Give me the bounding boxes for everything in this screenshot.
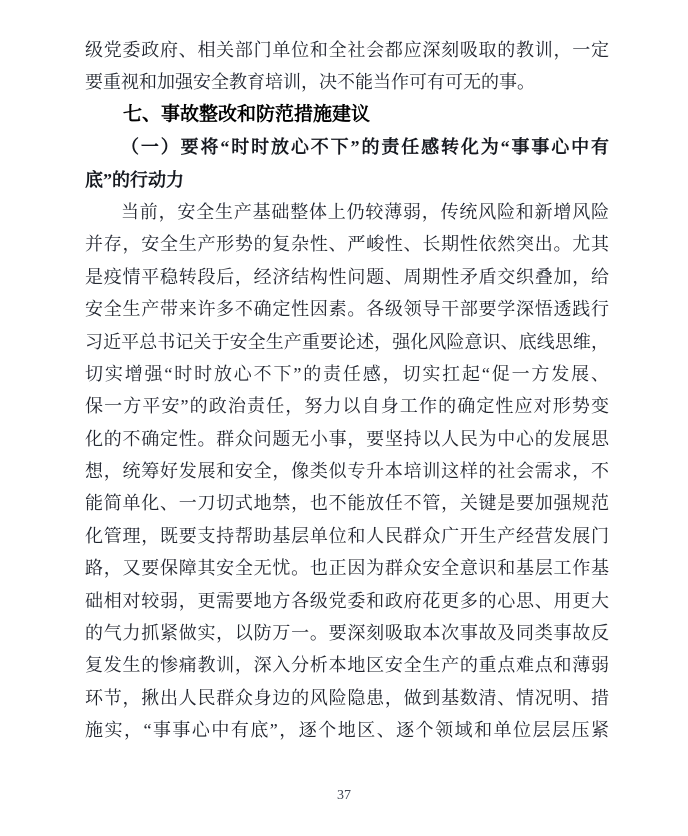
text-line: 化管理，既要支持帮助基层单位和人民群众广开生产经营发展门 <box>85 525 609 546</box>
subsection-heading-line-1: （一）要将“时时放心不下”的责任感转化为“事事心中有 <box>121 137 609 158</box>
text-line: 路，又要保障其安全无忧。也正因为群众安全意识和基层工作基 <box>85 558 609 579</box>
text-line: 习近平总书记关于安全生产重要论述，强化风险意识、底线思维， <box>85 331 609 352</box>
text-line: 级党委政府、相关部门单位和全社会都应深刻吸取的教训，一定 <box>85 40 609 60</box>
text-line: 础相对较弱，更需要地方各级党委和政府花更多的心思、用更大 <box>85 590 609 611</box>
page-number: 37 <box>337 788 351 803</box>
text-line: 化的不确定性。群众问题无小事，要坚持以人民为中心的发展思 <box>85 428 609 449</box>
text-line: 切实增强“时时放心不下”的责任感，切实扛起“促一方发展、 <box>85 363 609 384</box>
text-line: 安全生产带来许多不确定性因素。各级领导干部要学深悟透践行 <box>85 299 609 320</box>
text-line: 的气力抓紧做实，以防万一。要深刻吸取本次事故及同类事故反 <box>85 623 609 644</box>
text-line: 想，统筹好发展和安全，像类似专升本培训这样的社会需求，不 <box>85 461 609 482</box>
page-body-text <box>85 34 609 747</box>
text-line: 复发生的惨痛教训，深入分析本地区安全生产的重点难点和薄弱 <box>85 655 609 676</box>
text-line: 要重视和加强安全教育培训，决不能当作可有可无的事。 <box>85 72 535 93</box>
subsection-heading-line-2: 底”的行动力 <box>85 169 184 190</box>
text-line: 施实，“事事心中有底”，逐个地区、逐个领域和单位层层压紧 <box>85 720 609 741</box>
text-line: 保一方平安”的政治责任，努力以自身工作的确定性应对形势变 <box>85 396 609 417</box>
text-line: 能简单化、一刀切式地禁，也不能放任不管，关键是要加强规范 <box>85 493 609 514</box>
text-line: 当前，安全生产基础整体上仍较薄弱，传统风险和新增风险 <box>121 201 609 222</box>
text-line: 并存，安全生产形势的复杂性、严峻性、长期性依然突出。尤其 <box>85 234 609 255</box>
text-line: 是疫情平稳转段后，经济结构性问题、周期性矛盾交织叠加，给 <box>85 266 609 287</box>
text-line: 环节，揪出人民群众身边的风险隐患，做到基数清、情况明、措 <box>85 687 609 708</box>
section-heading: 七、事故整改和防范措施建议 <box>123 103 371 125</box>
